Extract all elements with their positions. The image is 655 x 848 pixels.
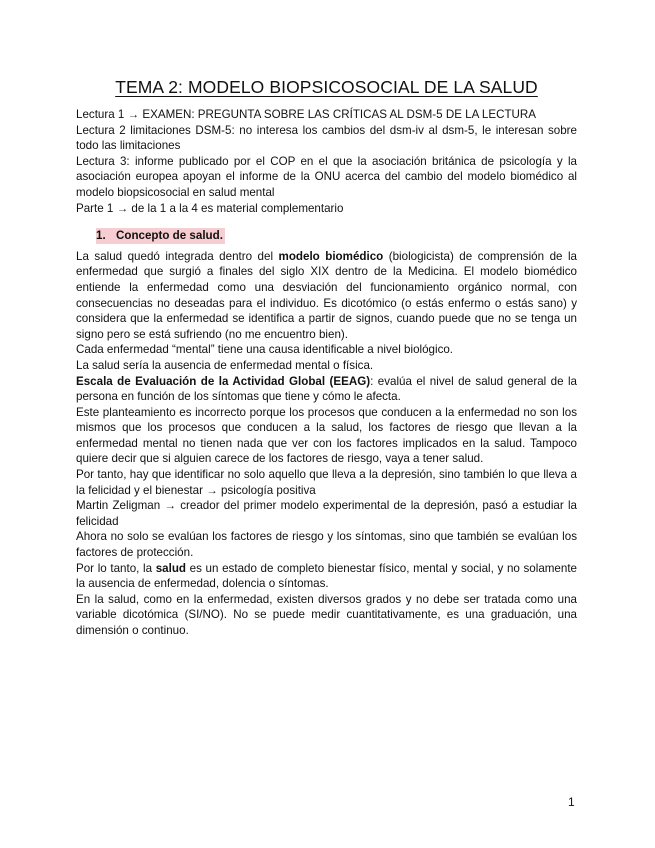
text-run: es un estado de completo bienestar físico, mental y social, y no solamente la ausencia de enfermedad, dolencia o síntomas. bbox=[76, 561, 577, 591]
paragraph: Martin Zeligman → creador del primer modelo experimental de la depresión, pasó a estudiar la felicidad bbox=[76, 499, 577, 528]
paragraph: La salud sería la ausencia de enfermedad mental o física. bbox=[76, 358, 374, 372]
page-number: 1 bbox=[568, 795, 575, 809]
bold-term: modelo biomédico bbox=[278, 249, 384, 263]
paragraph: Ahora no solo se evalúan los factores de riesgo y los síntomas, sino que también se evalúan los factores de protección. bbox=[76, 530, 577, 560]
paragraph bbox=[76, 561, 577, 592]
paragraph: En la salud, como en la enfermedad, existen diversos grados y no debe ser tratada como una variable dicotómica (SI/NO). No se puede medir cuantitativamente, es una graduación, una dimensión o continuo. bbox=[76, 592, 577, 637]
intro-line: Parte 1 → de la 1 a la 4 es material complementario bbox=[76, 201, 344, 215]
page-title: TEMA 2: MODELO BIOPSICOSOCIAL DE LA SALUD bbox=[115, 77, 538, 97]
paragraph bbox=[76, 374, 577, 405]
bold-term: Escala de Evaluación de la Actividad Global (EEAG) bbox=[76, 374, 371, 388]
section-title: Concepto de salud. bbox=[116, 229, 223, 243]
intro-line: Lectura 3: informe publicado por el COP en el que la asociación británica de psicología y la asociación europea apoyan el informe de la ONU acerca del cambio del modelo biomédico al modelo biopsicosocial en salud mental bbox=[76, 154, 577, 199]
paragraph bbox=[76, 249, 577, 343]
text-run: La salud quedó integrada dentro del bbox=[76, 249, 279, 263]
section-heading-highlight bbox=[96, 228, 225, 244]
text-run: Por lo tanto, la bbox=[76, 561, 156, 575]
text-run: (biologicista) de comprensión de la enfermedad que surgió a finales del siglo XIX dentro de la Medicina. El modelo biomédico entiende la enfermedad como una desviación del funcionamiento orgánico normal, con consecuencias no deseadas para el individuo. Es dicotómico (o estás enfermo o estás sano) y considera que la enfermedad se identifica a partir de signos, cuando puede que no se tenga un signo pero se está sufriendo (no me encuentro bien). bbox=[76, 249, 577, 341]
paragraph: Este planteamiento es incorrecto porque los procesos que conducen a la enfermedad no son los mismos que los procesos que conducen a la salud, los factores de riesgo que llevan a la enfermedad mental no tienen nada que ver con los factores implicados en la salud. Tampoco quiere decir que si alguien carece de los factores de riesgo, vaya a tener salud. bbox=[76, 405, 577, 466]
section-heading bbox=[96, 228, 577, 244]
intro-line: Lectura 2 limitaciones DSM-5: no interesa los cambios del dsm-iv al dsm-5, le interesan sobre todo las limitaciones bbox=[76, 123, 577, 153]
text-run: : evalúa el nivel de salud general de la persona en función de los síntomas que tiene y cómo le afecta. bbox=[76, 374, 578, 404]
section-number: 1. bbox=[96, 229, 106, 243]
paragraph: Por tanto, hay que identificar no solo aquello que lleva a la depresión, sino también lo que lleva a la felicidad y el bienestar → psicología positiva bbox=[76, 468, 577, 497]
paragraph: Cada enfermedad “mental” tiene una causa identificable a nivel biológico. bbox=[76, 343, 454, 357]
intro-notes bbox=[76, 107, 577, 216]
bold-term: salud bbox=[155, 561, 186, 575]
section-body bbox=[76, 249, 577, 639]
document-page bbox=[76, 76, 577, 639]
intro-line: Lectura 1 → EXAMEN: PREGUNTA SOBRE LAS CRÍTICAS AL DSM-5 DE LA LECTURA bbox=[76, 108, 537, 121]
